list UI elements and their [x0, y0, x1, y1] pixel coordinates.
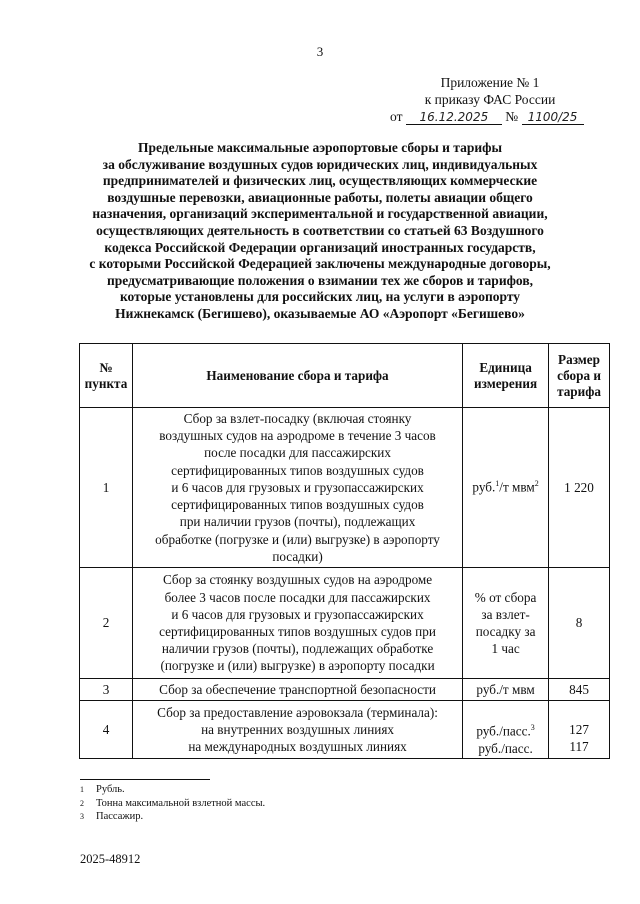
footnote-mark: 3: [80, 812, 84, 821]
footnote-divider: [80, 779, 210, 780]
row-number: 3: [80, 679, 133, 701]
title-line: Предельные максимальные аэропортовые сборы и тарифы: [137, 140, 502, 155]
col-header-number: [80, 344, 133, 408]
name-line: сертифицированных типов воздушных судов: [171, 462, 424, 478]
title-line: с которыми Российской Федерацией заключены международные договоры,: [89, 256, 551, 272]
footnote-text: Рубль.: [96, 784, 125, 795]
number-label: №: [505, 109, 519, 124]
unit-text: руб./пасс.: [476, 723, 531, 739]
annex-order-ref: к приказу ФАС России: [424, 92, 556, 107]
row-name: [132, 701, 462, 759]
row-name: [132, 568, 462, 679]
title-line: Нижнекамск (Бегишево), оказываемые АО «Аэропорт «Бегишево»: [115, 305, 525, 321]
row-unit: [463, 568, 549, 679]
name-line: воздушных судов на аэродроме в течение 3 часов: [159, 428, 436, 444]
handwritten-number: 1100/25: [522, 110, 584, 125]
footnote: [80, 783, 265, 797]
header-text: тарифа: [557, 383, 601, 399]
header-text: сбора и: [557, 367, 601, 383]
row-number: 2: [80, 568, 133, 679]
name-line: обработке (погрузке и (или) выгрузке) в аэропорту: [155, 531, 440, 547]
row-number: 4: [80, 701, 133, 759]
table-header-row: [80, 344, 610, 408]
table-row: [80, 679, 610, 701]
row-unit: [463, 701, 549, 759]
document-number: 2025-48912: [80, 852, 141, 866]
name-line: и 6 часов для грузовых и грузопассажирских: [171, 479, 424, 495]
footnote-text: Пассажир.: [96, 811, 144, 822]
unit-line: за взлет-: [481, 607, 530, 622]
page-number: 3: [316, 44, 324, 59]
value-line: 127: [569, 722, 589, 737]
from-label: от: [390, 109, 403, 124]
footnote-ref: 3: [530, 723, 535, 733]
row-value: 845: [549, 679, 610, 701]
footnote: [80, 810, 265, 824]
table-row: [80, 568, 610, 679]
col-header-size: [549, 344, 610, 408]
footnote-ref: 1: [495, 479, 500, 489]
footnote-text: Тонна максимальной взлетной массы.: [96, 797, 266, 809]
title-line: предпринимателей и физических лиц, осуществляющих коммерческие: [102, 173, 538, 189]
name-line: после посадки для пассажирских: [204, 445, 391, 461]
name-line: на международных воздушных линиях: [188, 739, 407, 755]
footnote-mark: 1: [80, 785, 84, 794]
title-line: предусматривающие положения о взимании тех же сборов и тарифов,: [106, 272, 534, 288]
unit-text: руб.: [472, 479, 496, 495]
name-line: сертифицированных типов воздушных судов при: [159, 624, 436, 639]
name-line: (погрузке и (или) выгрузке) в аэропорту посадки: [160, 658, 435, 674]
unit-text: руб./пасс.: [478, 740, 533, 756]
name-line: более 3 часов после посадки для пассажирских: [164, 589, 431, 605]
unit-line: 1 час: [491, 641, 520, 656]
col-header-name: Наименование сбора и тарифа: [132, 344, 462, 408]
row-value: 1 220: [549, 408, 610, 568]
title-line: воздушные перевозки, авиационные работы, полеты авиации общего: [107, 189, 533, 205]
footnote-mark: 2: [80, 798, 84, 808]
name-line: на внутренних воздушных линиях: [201, 721, 394, 737]
document-title: [70, 140, 570, 323]
row-name: [132, 408, 462, 568]
title-line: осуществляющих деятельность в соответствии со статьей 63 Воздушного: [96, 222, 544, 238]
footnote: [80, 797, 265, 811]
row-value: 8: [549, 568, 610, 679]
handwritten-date: 16.12.2025: [406, 110, 502, 125]
name-line: наличии грузов (почты), подлежащих обработке: [161, 641, 434, 657]
unit-line: посадку за: [475, 624, 536, 639]
annex-title: Приложение № 1: [440, 75, 540, 90]
table-row: [80, 701, 610, 759]
header-text: №: [99, 359, 113, 375]
row-number: 1: [80, 408, 133, 568]
row-unit: руб./т мвм: [463, 679, 549, 701]
title-line: которые установлены для российских лиц, на услуги в аэропорту: [119, 289, 521, 305]
title-line: за обслуживание воздушных судов юридических лиц, индивидуальных: [102, 156, 538, 172]
unit-line: % от сбора: [474, 590, 537, 605]
footnote-ref: 2: [534, 479, 539, 489]
title-line: кодекса Российской Федерации организаций иностранных государств,: [104, 239, 536, 255]
name-line: Сбор за стоянку воздушных судов на аэродроме: [162, 572, 433, 588]
name-line: сертифицированных типов воздушных судов: [171, 497, 424, 513]
annex-header: [390, 74, 590, 125]
unit-text: /т мвм: [499, 479, 535, 495]
row-unit: [463, 408, 549, 568]
value-line: 117: [569, 739, 589, 754]
header-text: Размер: [558, 351, 600, 367]
row-value: [549, 701, 610, 759]
table-row: [80, 408, 610, 568]
header-text: измерения: [474, 375, 538, 391]
tariff-table: [79, 343, 610, 759]
row-name: Сбор за обеспечение транспортной безопасности: [132, 679, 462, 701]
name-line: при наличии грузов (почты), подлежащих: [179, 514, 416, 530]
footnotes: [80, 783, 265, 824]
name-line: Сбор за взлет-посадку (включая стоянку: [183, 411, 412, 427]
name-line: Сбор за предоставление аэровокзала (терминала):: [157, 704, 438, 720]
name-line: посадки): [272, 548, 323, 564]
name-line: и 6 часов для грузовых и грузопассажирских: [171, 606, 424, 622]
annex-date-line: [390, 108, 590, 125]
col-header-unit: [463, 344, 549, 408]
header-text: Единица: [479, 359, 532, 375]
header-text: пункта: [84, 375, 128, 391]
title-line: назначения, организаций экспериментальной и государственной авиации,: [92, 206, 548, 222]
